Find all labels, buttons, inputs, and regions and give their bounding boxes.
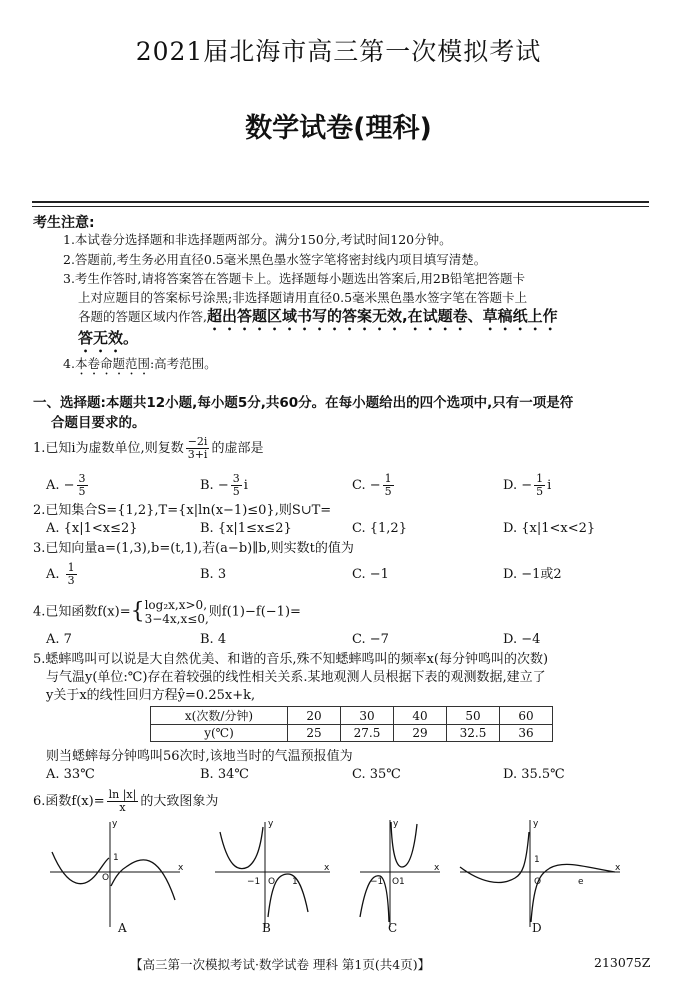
svg-text:O: O: [268, 877, 276, 887]
note-2: 2.答题前,考生务必用直径0.5毫米黑色墨水签字笔将密封线内项目填写清楚。: [63, 252, 487, 267]
question-4-stem: [33, 598, 653, 626]
q1-fraction: [186, 436, 210, 461]
q1-a-frac: [77, 473, 88, 498]
q1-c-n: 1: [384, 472, 392, 485]
q1-d-d: 5: [536, 485, 544, 498]
exam-subtitle: 数学试卷(理科): [245, 113, 432, 144]
question-6-stem: [33, 789, 653, 814]
question-5-stem-b: 与气温y(单位:℃)存在着较强的线性相关关系.某地观测人员根据下表的观测数据,建立了: [46, 670, 546, 685]
svg-text:x: x: [615, 863, 621, 873]
q1-b-frac: [231, 473, 242, 498]
q6-num: ln |x|: [108, 788, 137, 801]
table-row: [151, 725, 553, 742]
svg-text:−1: −1: [247, 877, 261, 887]
q1-option-c[interactable]: [352, 473, 492, 498]
q1-a-label: A. −: [46, 478, 75, 493]
question-5-stem-a: 5.蟋蟀鸣叫可以说是大自然优美、和谐的音乐,殊不知蟋蟀鸣叫的频率x(每分钟鸣叫的次数): [33, 652, 549, 667]
section-heading-a: 一、选择题:本题共12小题,每小题5分,共60分。在每小题给出的四个选项中,只有一项是符: [33, 395, 574, 411]
svg-text:1: 1: [292, 877, 298, 887]
graph-c[interactable]: [360, 820, 440, 927]
graph-b-label: B: [262, 921, 271, 935]
graph-a-label: A: [118, 921, 127, 935]
note-3: [63, 269, 653, 288]
q4-text-b: 则f(1)−f(−1)=: [208, 604, 301, 620]
q1-c-d: 5: [384, 485, 392, 498]
q4-brace: {: [130, 599, 145, 624]
graph-d-label: D: [532, 921, 542, 935]
svg-text:x: x: [324, 863, 330, 873]
q1-b-i: i: [243, 478, 248, 493]
q1-b-n: 3: [232, 472, 240, 485]
question-2-stem: 2.已知集合S={1,2},T={x|ln(x−1)≤0},则S∪T=: [33, 503, 332, 518]
q5-option-d[interactable]: D. 35.5℃: [503, 767, 565, 782]
table-cell: 36: [500, 725, 553, 742]
divider: [32, 201, 649, 203]
note-4-num: 4.: [63, 356, 75, 371]
table-cell: 30: [341, 707, 394, 725]
q1-b-label: B. −: [200, 478, 229, 493]
svg-text:O: O: [392, 877, 400, 887]
q5-option-c[interactable]: C. 35℃: [352, 767, 401, 782]
notes-heading: 考生注意:: [33, 215, 95, 231]
svg-text:1: 1: [534, 855, 540, 865]
note-3-line-b: 上对应题目的答案标号涂黑;非选择题请用直径0.5毫米黑色墨水签字笔在答题卡上: [78, 290, 528, 305]
q4-option-c[interactable]: C. −7: [352, 632, 389, 647]
section-heading-b: 合题目要求的。: [51, 415, 146, 431]
question-1-stem: [33, 436, 653, 461]
q1-b-d: 5: [232, 485, 240, 498]
svg-text:1: 1: [113, 853, 119, 863]
q4-text-a: 4.已知函数f(x)=: [33, 604, 131, 620]
svg-text:y: y: [393, 819, 399, 829]
table-row: [151, 707, 553, 725]
q2-option-c[interactable]: C. {1,2}: [352, 521, 407, 536]
q1-option-d[interactable]: [503, 473, 643, 498]
q6-fraction: [107, 789, 139, 814]
note-3-line-a: 3.考生作答时,请将答案答在答题卡上。选择题每小题选出答案后,用2B铅笔把答题卡: [63, 271, 526, 286]
svg-text:y: y: [268, 819, 274, 829]
svg-text:y: y: [112, 819, 118, 829]
q2-option-a[interactable]: A. {x|1<x≤2}: [46, 521, 138, 536]
q3-a-n: 1: [67, 561, 75, 574]
question-5-stem-c: y关于x的线性回归方程ŷ=0.25x+k,: [46, 688, 256, 703]
q4-cases: [145, 598, 209, 626]
table-cell: 20: [288, 707, 341, 725]
question-5-stem-d: 则当蟋蟀每分钟鸣叫56次时,该地当时的气温预报值为: [46, 749, 353, 764]
svg-text:y: y: [533, 819, 539, 829]
q1-a-n: 3: [78, 472, 86, 485]
note-1: 1.本试卷分选择题和非选择题两部分。满分150分,考试时间120分钟。: [63, 232, 452, 247]
q3-option-c[interactable]: C. −1: [352, 567, 389, 582]
table-cell: y(℃): [151, 725, 288, 742]
observation-table: [150, 706, 553, 742]
note-4-emphasis: 本卷命题范围: [74, 356, 150, 371]
q6-den: x: [119, 801, 126, 814]
q1-d-label: D. −: [503, 478, 533, 493]
divider: [32, 206, 649, 207]
table-cell: 40: [394, 707, 447, 725]
table-cell: 27.5: [341, 725, 394, 742]
table-cell: 50: [447, 707, 500, 725]
q2-option-b[interactable]: B. {x|1≤x≤2}: [200, 521, 292, 536]
q1-d-frac: [534, 473, 545, 498]
svg-text:O: O: [534, 877, 542, 887]
q1-text-a: 1.已知i为虚数单位,则复数: [33, 441, 184, 456]
graph-c-label: C: [388, 921, 398, 935]
q1-c-label: C. −: [352, 478, 381, 493]
svg-text:−1: −1: [370, 877, 384, 887]
table-cell: 29: [394, 725, 447, 742]
q1-num: −2i: [187, 435, 208, 448]
exam-code: 213075Z: [594, 955, 651, 970]
note-3-emphasis-end: 答无效。: [78, 329, 139, 347]
section-heading: [33, 393, 653, 433]
q4-case-2: 3−4x,x≤0,: [144, 612, 209, 626]
q1-option-b[interactable]: [200, 473, 340, 498]
q3-a-label: A.: [46, 567, 64, 582]
q2-option-d[interactable]: D. {x|1<x<2}: [503, 521, 596, 536]
q1-d-i: i: [547, 478, 552, 493]
table-cell: 60: [500, 707, 553, 725]
q1-a-d: 5: [78, 485, 86, 498]
table-cell: 32.5: [447, 725, 500, 742]
svg-text:1: 1: [399, 877, 405, 887]
q4-option-a[interactable]: A. 7: [46, 632, 72, 647]
note-4-text: :高考范围。: [149, 356, 217, 371]
note-3-text: 各题的答题区域内作答,: [78, 309, 207, 324]
svg-text:e: e: [578, 877, 584, 887]
q5-option-a[interactable]: A. 33℃: [46, 767, 95, 782]
q1-option-a[interactable]: [46, 473, 186, 498]
q6-text-a: 6.函数f(x)=: [33, 794, 105, 809]
q6-graphs: [40, 812, 640, 937]
table-cell: 25: [288, 725, 341, 742]
svg-text:x: x: [434, 863, 440, 873]
q1-text-b: 的虚部是: [211, 441, 264, 456]
q3-option-d[interactable]: D. −1或2: [503, 567, 562, 582]
q1-den: 3+i: [187, 448, 208, 461]
table-cell: x(次数/分钟): [151, 707, 288, 725]
q3-a-frac: [66, 562, 77, 587]
exam-title: 2021届北海市高三第一次模拟考试: [135, 37, 542, 66]
q4-case-1: log₂x,x>0,: [144, 598, 208, 612]
graph-b[interactable]: [215, 822, 330, 927]
note-3-emphasis: 超出答题区域书写的答案无效,在试题卷、草稿纸上作: [206, 307, 558, 325]
svg-text:x: x: [178, 863, 184, 873]
q3-option-b[interactable]: B. 3: [200, 567, 227, 582]
q3-a-d: 3: [67, 574, 75, 587]
graph-a[interactable]: [50, 822, 180, 927]
note-4: [63, 354, 653, 378]
q1-c-frac: [383, 473, 394, 498]
q5-option-b[interactable]: B. 34℃: [200, 767, 249, 782]
graph-d[interactable]: [460, 820, 620, 927]
q1-d-n: 1: [536, 472, 544, 485]
page-footer: 【高三第一次模拟考试·数学试卷 理科 第1页(共4页)】: [130, 957, 431, 972]
q6-text-b: 的大致图象为: [140, 794, 219, 809]
q4-option-b[interactable]: B. 4: [200, 632, 227, 647]
question-3-stem: 3.已知向量a=(1,3),b=(t,1),若(a−b)∥b,则实数t的值为: [33, 541, 354, 556]
q4-option-d[interactable]: D. −4: [503, 632, 541, 647]
note-3-line-e: [78, 329, 668, 356]
svg-text:O: O: [102, 873, 110, 883]
q3-option-a[interactable]: [46, 562, 186, 587]
